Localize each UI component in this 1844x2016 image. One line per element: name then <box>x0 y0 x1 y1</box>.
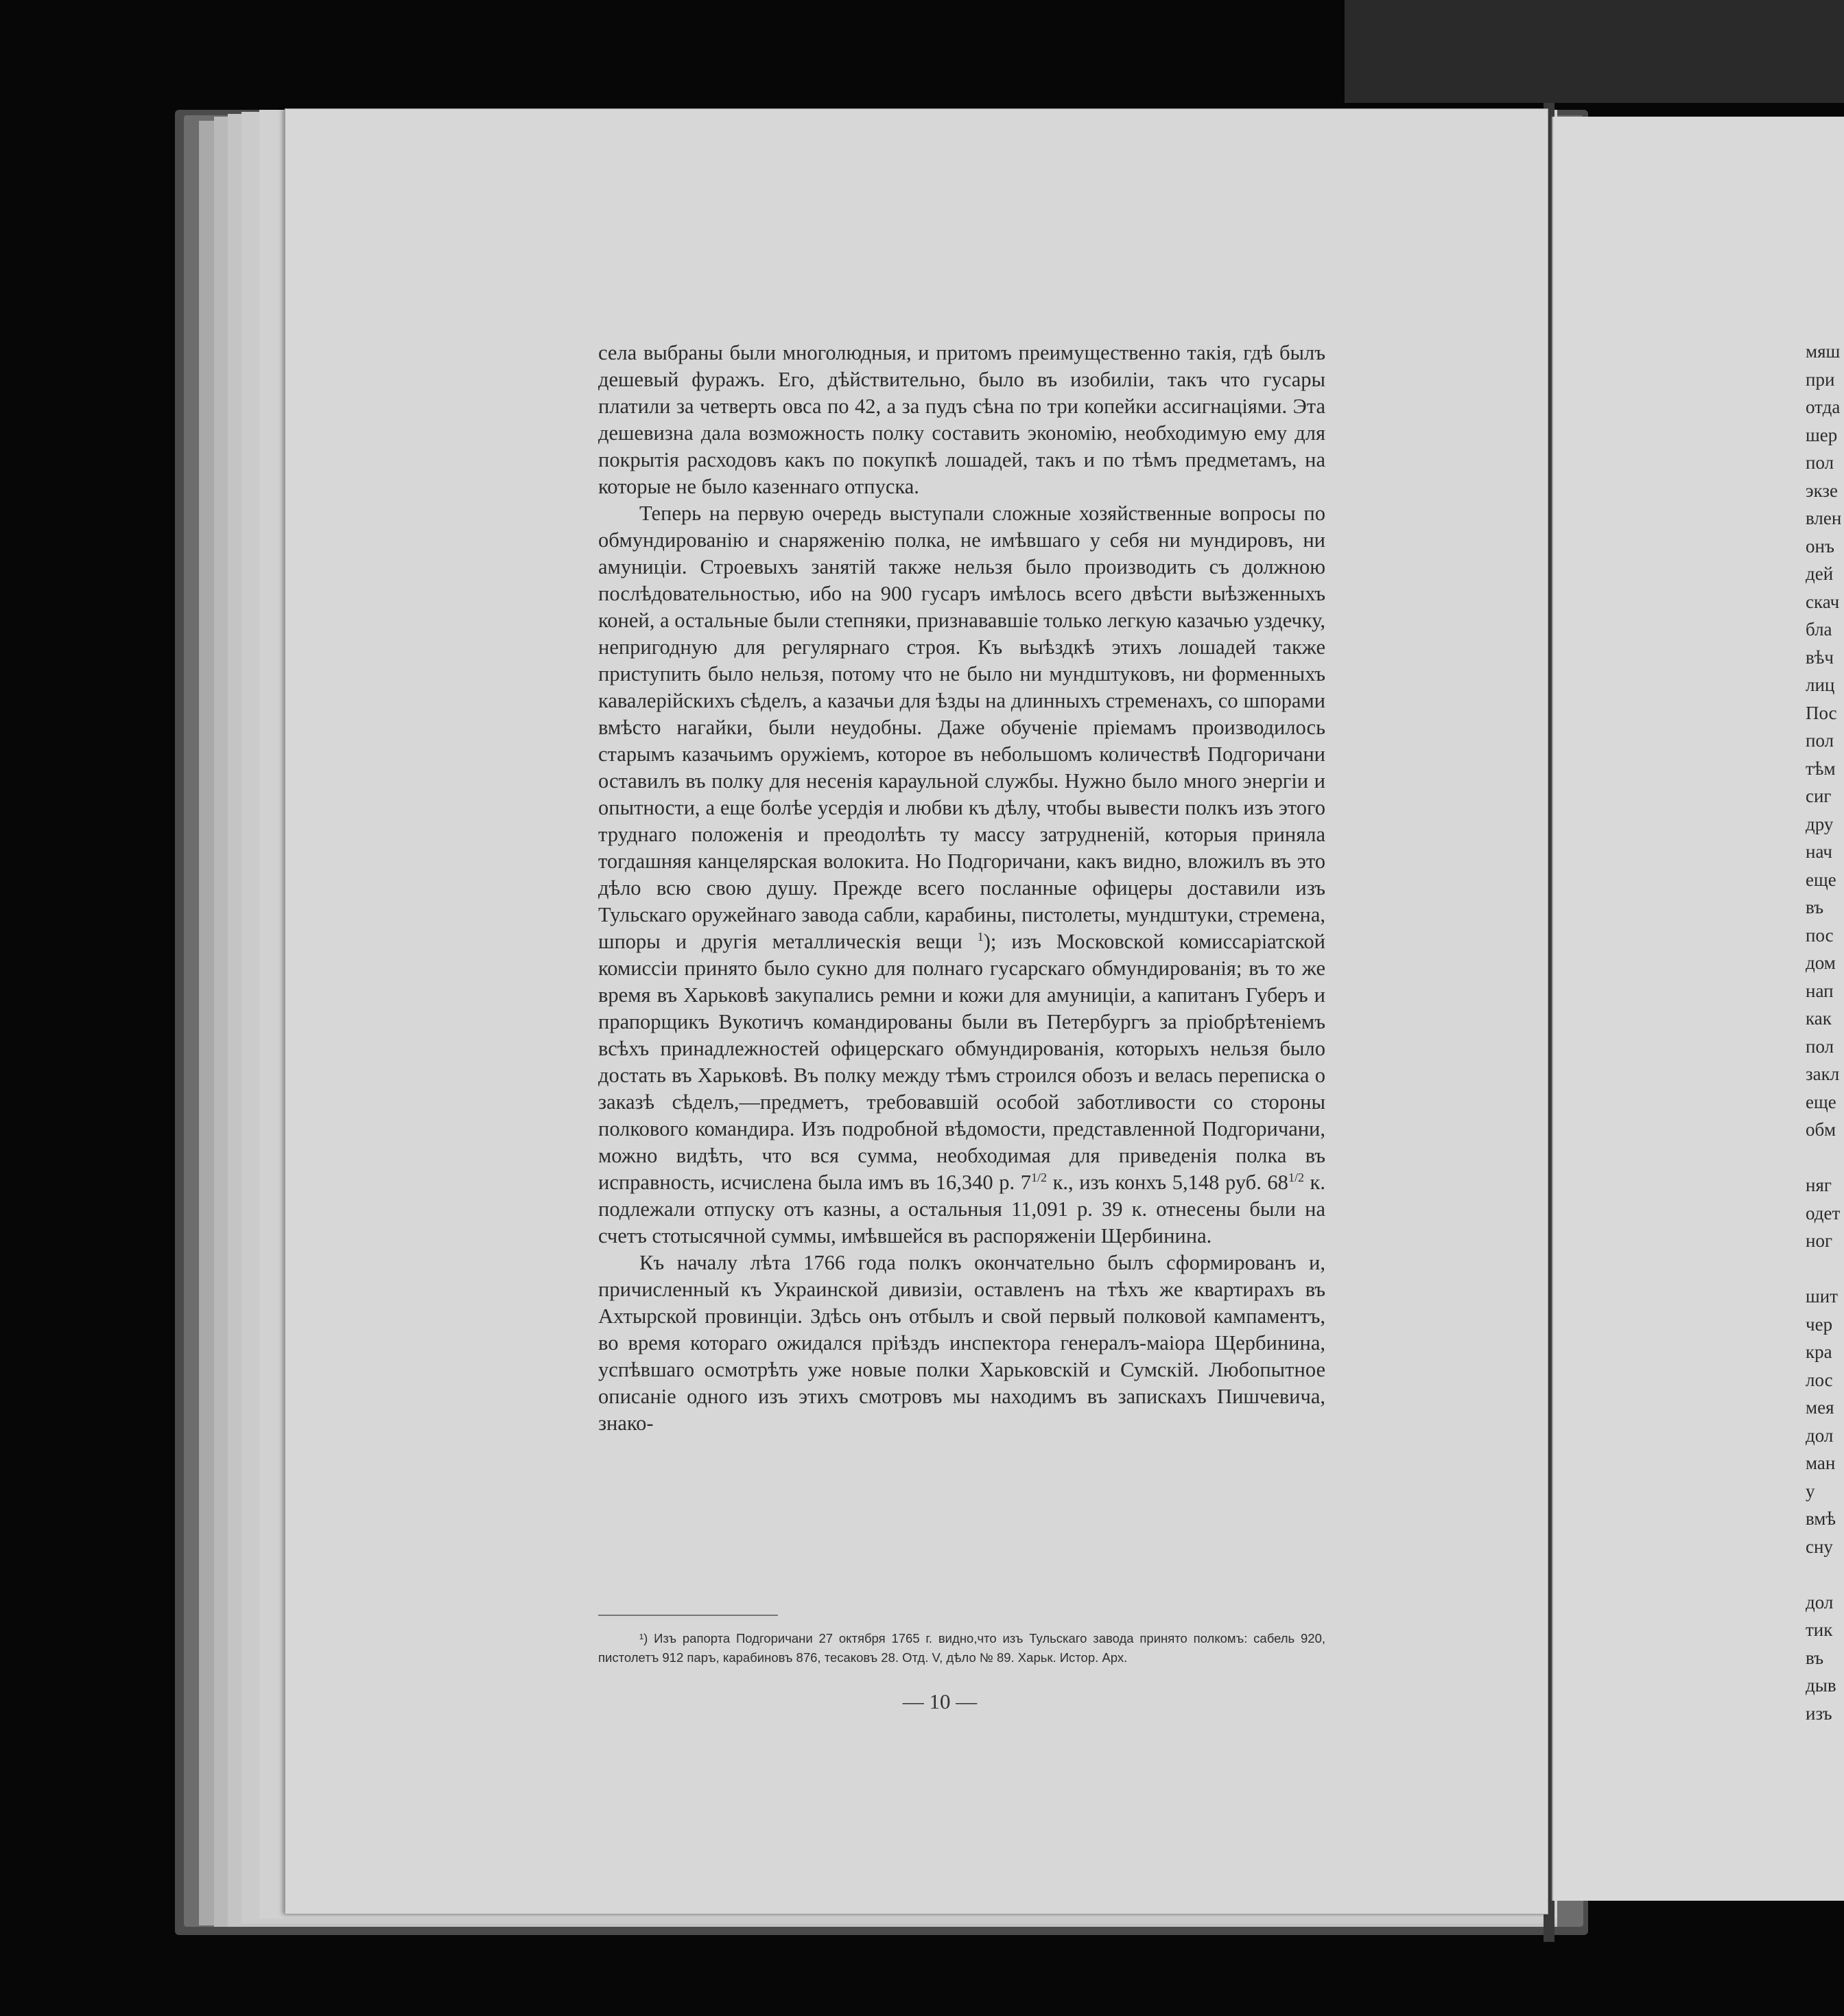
right-page-line: еще <box>1806 1091 1836 1112</box>
right-page-line: пол <box>1806 452 1834 473</box>
right-page-line: пос <box>1806 924 1834 946</box>
right-page-line: чер <box>1806 1313 1833 1335</box>
right-page-line: онъ <box>1806 535 1834 556</box>
right-page-line: въ <box>1806 1647 1824 1668</box>
right-page-line: кра <box>1806 1341 1832 1362</box>
right-page-line: лос <box>1806 1369 1833 1390</box>
right-page-line <box>1806 1144 1844 1172</box>
paragraph-1: села выбраны были многолюдныя, и притомъ преимущественно такія, гдѣ былъ дешевый фуражъ. Его, дѣйствительно, было въ изобиліи, такъ что гусары платили за четверть овса по 42, а за пудъ сѣна по три копейки ассигнаціями. Эта дешевизна дала возможность полку составить экономію, необходимую ему для покрытія расходовъ какъ по покупкѣ лошадей, такъ и по тѣмъ предметамъ, на которые не было казеннаго отпуска. <box>598 341 1325 498</box>
right-page-line: дей <box>1806 563 1834 584</box>
right-page-line: нач <box>1806 841 1832 862</box>
right-page-line: шит <box>1806 1286 1839 1306</box>
right-page-line: мея <box>1806 1397 1834 1418</box>
main-text-block <box>598 340 1325 1437</box>
right-page-line: Пос <box>1806 702 1837 723</box>
footnote-mark: 1 <box>977 929 984 943</box>
right-page-line: влен <box>1806 508 1842 528</box>
right-page-line: нап <box>1806 980 1834 1001</box>
right-page-line: изъ <box>1806 1702 1832 1724</box>
right-page-line: мяш <box>1806 341 1841 362</box>
right-page-line: дыв <box>1806 1675 1836 1696</box>
right-page-line: дру <box>1806 813 1834 834</box>
right-page-line: еще <box>1806 869 1836 890</box>
right-page-line: тик <box>1806 1619 1833 1640</box>
paragraph-2-text: Теперь на первую очередь выступали сложные хозяйственные вопросы по обмундированію и снаряженію полка, не имѣвшаго у себя ни мундировъ, ни амуниціи. Строевыхъ занятій также нельзя было производить съ должною послѣдовательностью, ибо на 900 гусаръ имѣлось всего двѣсти выѣзженныхъ коней, а остальные были степняки, признававшіе только легкую казачью уздечку, непригодную для регулярнаго строя. Къ выѣздкѣ этихъ лошадей также приступить было нельзя, потому что не было ни мундштуковъ, ни форменныхъ кавалерійскихъ сѣделъ, а казачьи для ѣзды на длинныхъ стременахъ, со шпорами вмѣсто нагайки, были неудобны. Даже обученіе пріемамъ производилось старымъ казачьимъ оружіемъ, которое въ небольшомъ количествѣ Подгоричани оставилъ въ полку для несенія караульной службы. Нужно было много энергіи и опытности, а еще болѣе усердія и любви къ дѣлу, чтобы вывести полкъ изъ этого труднаго положенія и преодолѣть ту массу затрудненій, которыя приняла тогдашняя канцелярская волокита. Но Подгоричани, какъ видно, вложилъ въ это дѣло всю свою душу. Прежде всего посланные офицеры доставили изъ Тульскаго оружейнаго завода сабли, карабины, пистолеты, мундштуки, стремена, шпоры и другія металлическія вещи <box>598 502 1325 953</box>
right-page-line: у <box>1806 1480 1815 1501</box>
right-page-line: вмѣ <box>1806 1508 1836 1529</box>
right-page-line: лиц <box>1806 675 1835 695</box>
right-page-line <box>1806 1560 1844 1589</box>
page-number: — 10 — <box>902 1689 978 1713</box>
right-page-line: въ <box>1806 897 1824 917</box>
right-page-line: экзе <box>1806 480 1838 501</box>
right-page-line: дол <box>1806 1425 1834 1446</box>
right-page-line: тѣм <box>1806 758 1836 779</box>
right-page-line: ман <box>1806 1453 1836 1473</box>
background-dark-area <box>1345 0 1844 103</box>
right-page-line: няг <box>1806 1175 1832 1195</box>
right-page-line: ног <box>1806 1230 1833 1251</box>
right-page-line: при <box>1806 368 1835 390</box>
right-page-line: вѣч <box>1806 646 1834 668</box>
right-page-text <box>1806 338 1844 1727</box>
right-page-line: пол <box>1806 730 1834 751</box>
right-page-line: бла <box>1806 619 1832 640</box>
right-page-line: обм <box>1806 1119 1836 1140</box>
right-page-line: сиг <box>1806 786 1832 806</box>
right-page-line: одет <box>1806 1202 1841 1223</box>
right-page-line <box>1806 1255 1844 1283</box>
paragraph-2-cont-3: к. подлежали отпуску отъ казны, а остальныя 11,091 р. 39 к. отнесены были на счетъ стотысячной суммы, имѣвшейся въ распоряженіи Щербинина. <box>598 1171 1325 1247</box>
paragraph-2-cont-2: к., изъ конхъ 5,148 руб. 68 <box>1046 1171 1288 1194</box>
right-page-line: шер <box>1806 424 1838 445</box>
paragraph-3: Къ началу лѣта 1766 года полкъ окончательно былъ сформированъ и, причисленный къ Украинской дивизіи, оставленъ на тѣхъ же квартирахъ въ Ахтырской провинціи. Здѣсь онъ отбылъ и свой первый полковой кампаментъ, во время котораго ожидался пріѣздъ инспектора генералъ-маіора Щербинина, успѣвшаго осмотрѣть уже новые полки Харьковскій и Сумскій. Любопытное описаніе одного изъ этихъ смотровъ мы находимъ въ запискахъ Пишчевича, знако- <box>598 1251 1325 1435</box>
footnote-rule <box>598 1615 778 1616</box>
footnote: ¹) Изъ рапорта Подгоричани 27 октября 1765 г. видно,что изъ Тульскаго завода принято полкомъ: сабель 920, пистолетъ 912 паръ, карабиновъ 876, тесаковъ 28. Отд. V, дѣло № 89. Харьк. Истор. Арх. <box>598 1631 1325 1665</box>
right-page-line: пол <box>1806 1035 1834 1057</box>
paragraph-2 <box>598 500 1325 1250</box>
right-page-line: дол <box>1806 1591 1834 1613</box>
paragraph-2-cont: ); изъ Московской комиссаріатской комиссіи принято было сукно для полнаго гусарскаго обмундированія; въ то же время въ Харьковѣ закупались ремни и кожи для амуниціи, а капитанъ Губеръ и прапорщикъ Вукотичъ командированы были въ Петербургъ за пріобрѣтеніемъ всѣхъ принадлежностей офицерскаго обмундированія, которыхъ нельзя было достать въ Харьковѣ. Въ полку между тѣмъ строился обозъ и велась переписка о заказѣ сѣделъ,—предметъ, требовавшій особой заботливости со стороны полкового командира. Изъ подробной вѣдомости, представленной Подгоричани, можно видѣть, что вся сумма, необходимая для приведенія полка въ исправность, исчислена была имъ въ 16,340 р. 7 <box>598 930 1325 1194</box>
right-page <box>1552 117 1844 1901</box>
fraction-half: 1/2 <box>1030 1170 1047 1184</box>
fraction-half-2: 1/2 <box>1288 1170 1304 1184</box>
right-page-line: дом <box>1806 952 1836 973</box>
right-page-line: как <box>1806 1008 1832 1029</box>
right-page-line: сну <box>1806 1536 1833 1557</box>
right-page-line: закл <box>1806 1064 1840 1084</box>
right-page-line: отда <box>1806 397 1841 417</box>
right-page-line: скач <box>1806 591 1840 612</box>
